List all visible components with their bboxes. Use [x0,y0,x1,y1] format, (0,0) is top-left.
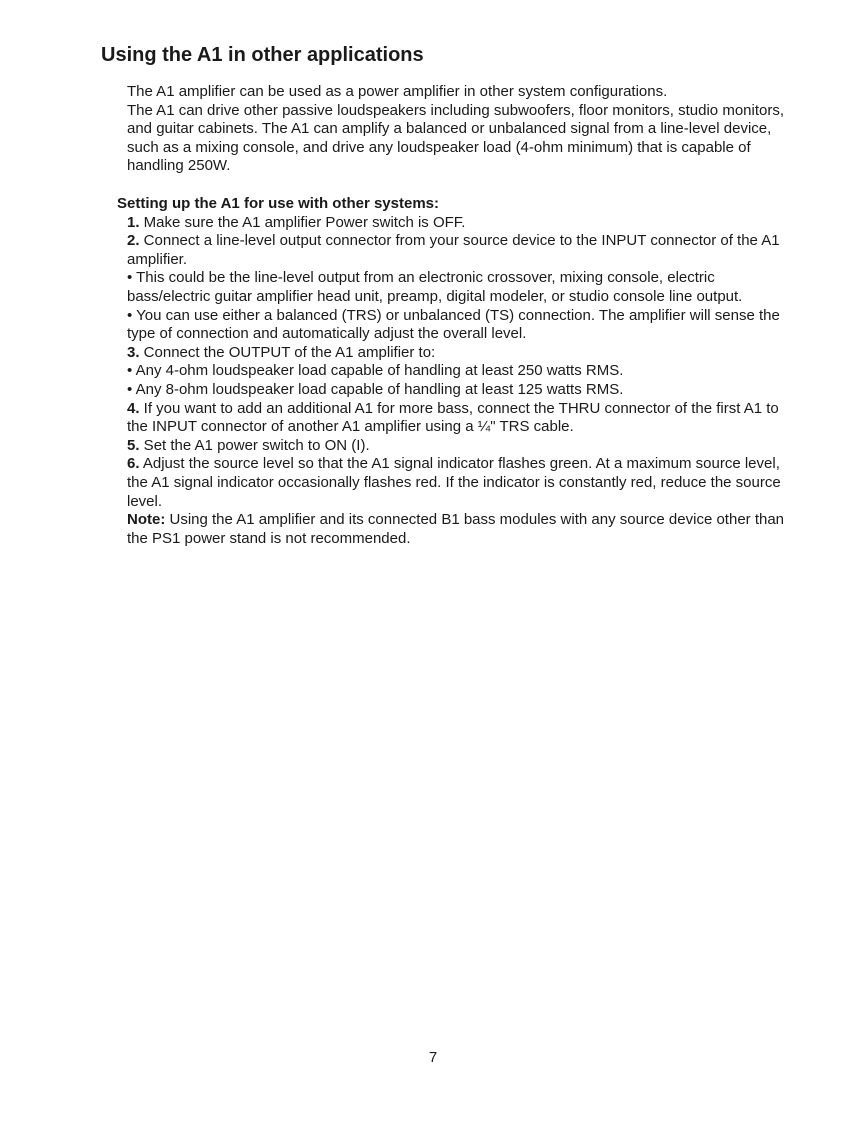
intro-line: The A1 amplifier can be used as a power amplifier in other system configurations. [127,83,668,100]
step-1 [127,214,799,233]
step-text: Adjust the source level so that the A1 signal indicator flashes green. At a maximum source level, the A1 signal indicator occasionally flashes red. If the indicator is constantly red, reduce the source level. [127,455,781,510]
step-text: Connect a line-level output connector from your source device to the INPUT connector of the A1 amplifier. [127,232,780,268]
step-2-bullet-connection: • You can use either a balanced (TRS) or unbalanced (TS) connection. The amplifier will sense the type of connection and automatically adjust the overall level. [127,306,780,343]
step-text: Connect the OUTPUT of the A1 amplifier to: [139,343,436,361]
step-number: 3. [127,343,140,361]
step-2-bullet-source: • This could be the line-level output from an electronic crossover, mixing console, electric bass/electric guitar amplifier head unit, preamp, digital modeler, or studio console line output. [127,269,743,305]
note-label: Note: [127,511,166,529]
note-text: Using the A1 amplifier and its connected B1 bass modules with any source device other than the PS1 power stand is not recommended. [127,511,785,547]
page-number: 7 [428,1049,438,1066]
step-number: 2. [127,232,140,250]
step-text: Make sure the A1 amplifier Power switch is OFF. [139,213,466,231]
step-number: 4. [127,399,140,417]
step-2 [127,232,799,269]
step-3-bullet-4ohm: • Any 4-ohm loudspeaker load capable of handling at least 250 watts RMS. [127,362,624,380]
step-5 [127,437,799,456]
step-6 [127,455,799,511]
step-3 [127,344,799,363]
intro-section [127,83,799,176]
step-text: Set the A1 power switch to ON (I). [139,436,370,454]
note [127,511,799,548]
step-number: 6. [127,455,140,473]
intro-paragraph: The A1 can drive other passive loudspeakers including subwoofers, floor monitors, studio monitors, and guitar cabinets. The A1 can amplify a balanced or unbalanced signal from a line-level device, such as a mixing console, and drive any loudspeaker load (4-ohm minimum) that is capable of handling 250W. [127,101,785,175]
step-number: 1. [127,213,140,231]
page-title: Using the A1 in other applications [101,44,424,66]
step-number: 5. [127,436,140,454]
step-text: If you want to add an additional A1 for more bass, connect the THRU connector of the first A1 to the INPUT connector of another A1 amplifier using a ¼" TRS cable. [127,399,779,436]
setup-heading: Setting up the A1 for use with other systems: [117,195,439,212]
setup-steps [127,214,799,549]
step-3-bullet-8ohm: • Any 8-ohm loudspeaker load capable of handling at least 125 watts RMS. [127,380,624,398]
step-4 [127,400,799,437]
